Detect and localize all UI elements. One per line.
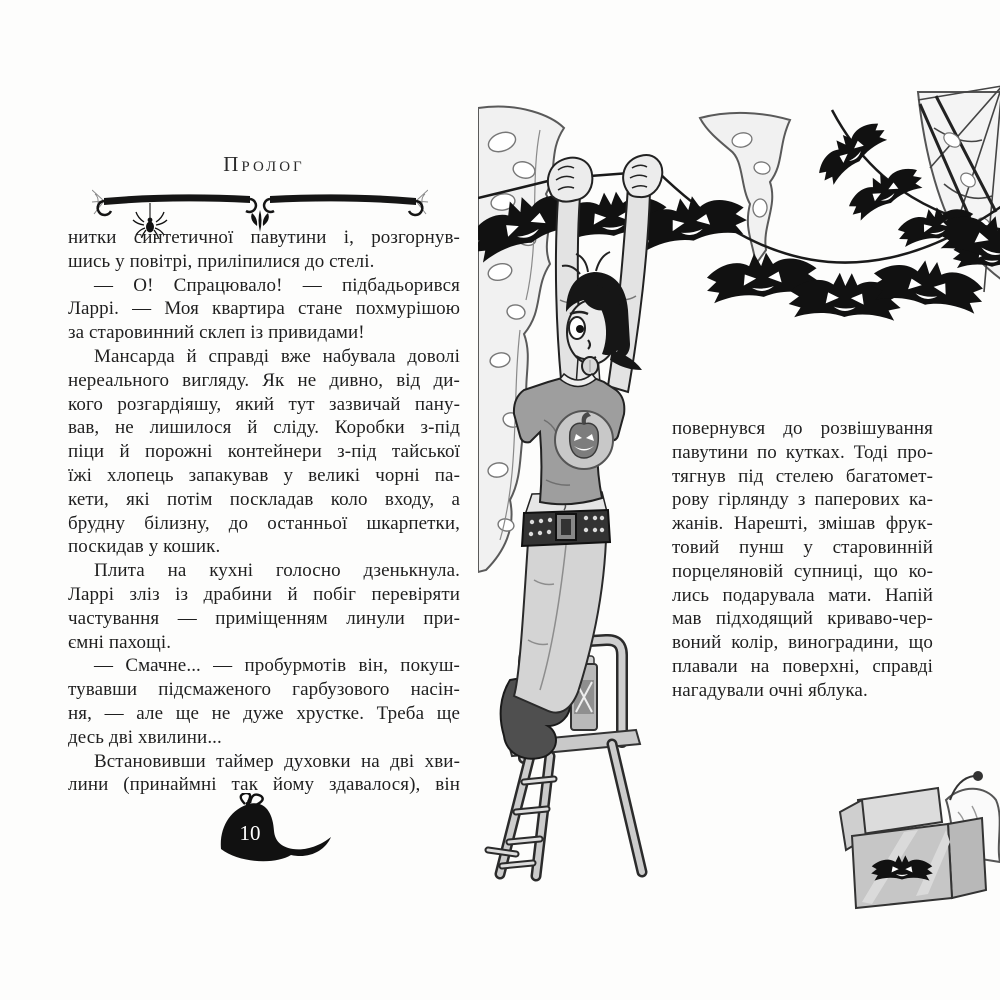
- page-number-hat: [205, 793, 335, 873]
- left-text-column: [68, 226, 460, 797]
- text-line: брудну білизну, до останньої шкарпетки,: [68, 512, 460, 534]
- text-line: плавали на поверхні, справді: [672, 655, 933, 677]
- text-line: Ларрі зліз із драбини й побіг перевіряти: [68, 583, 460, 605]
- text-line: їжі хлопець запакував у великі чорні па-: [68, 464, 460, 486]
- text-line: — О! Спрацювало! — підбадьорився: [94, 274, 460, 296]
- page-number: 10: [239, 821, 261, 845]
- chapter-title: Пролог: [223, 152, 305, 176]
- text-line: лись подарувала мати. Напій: [672, 584, 933, 606]
- hat-bow-icon: [241, 793, 263, 805]
- text-line: вав, не лишилося й сліду. Коробки з-під: [68, 417, 460, 439]
- text-line: поскидав у кошик.: [68, 536, 221, 558]
- text-line: нитки синтетичної павутини і, розгорнув-: [68, 227, 460, 248]
- text-line: ня, — але ще не дуже хрустке. Треба ще: [68, 702, 460, 724]
- witch-hat-icon: [221, 803, 331, 861]
- text-line: тягнув під стелею багатомет-: [672, 465, 933, 487]
- divider-bar-left: [104, 194, 250, 205]
- text-line: десь дві хвилини...: [68, 726, 222, 748]
- text-line: рову гірлянду з паперових ка-: [672, 489, 933, 511]
- pumpkin-emblem: [555, 411, 613, 469]
- studded-belt: [522, 510, 610, 546]
- text-line: Встановивши таймер духовки на дві хви-: [94, 750, 460, 772]
- text-line: нереального вигляду. Як не дивно, від ди-: [68, 369, 460, 391]
- spider-web: [700, 113, 790, 264]
- text-line: жанів. Нарешті, змішав фрук-: [672, 513, 933, 535]
- text-line: повернувся до розвішування: [672, 418, 933, 439]
- text-line: кети, які потім поскладав коло входу, а: [68, 488, 460, 510]
- divider-bar-right: [270, 194, 416, 205]
- halloween-illustration: [478, 85, 1000, 910]
- text-line: павутини по кутках. Тоді про-: [672, 441, 933, 463]
- text-line: — Смачне... — пробурмотів він, покуш-: [94, 655, 460, 677]
- text-line: мав підходящий криваво-чер-: [672, 608, 933, 630]
- text-line: Мансарда й справді вже набувала доволі: [94, 345, 460, 367]
- text-line: лини (принаймні так йому здавалося), він: [68, 774, 460, 796]
- text-line: Плита на кухні голосно дзенькнула.: [94, 560, 460, 582]
- text-line: Ларрі. — Моя квартира стане похмурішою: [68, 298, 460, 320]
- text-line: товий пунш у старовинній: [672, 536, 933, 558]
- text-line: за старовинний склеп із привидами!: [68, 322, 365, 344]
- text-line: ємні пахощі.: [68, 631, 172, 653]
- text-line: порцеляновій супниці, що ко-: [672, 560, 933, 582]
- text-line: піци й порожні контейнери з-під тайської: [68, 441, 460, 463]
- text-line: частування — приміщенням линули при-: [68, 607, 460, 629]
- hand: [548, 158, 592, 202]
- text-line: шись у повітрі, приліпилися до стелі.: [68, 250, 375, 272]
- hand: [623, 155, 662, 197]
- text-line: воний колір, виноградини, що: [672, 632, 933, 654]
- decoration-box: [840, 771, 1000, 908]
- text-line: кого розгардіяшу, який тут зазвичай пану-: [68, 393, 460, 415]
- text-line: тувавши підсмаженого гарбузового насін-: [68, 679, 460, 701]
- text-line: нагадували очні яблука.: [672, 679, 868, 701]
